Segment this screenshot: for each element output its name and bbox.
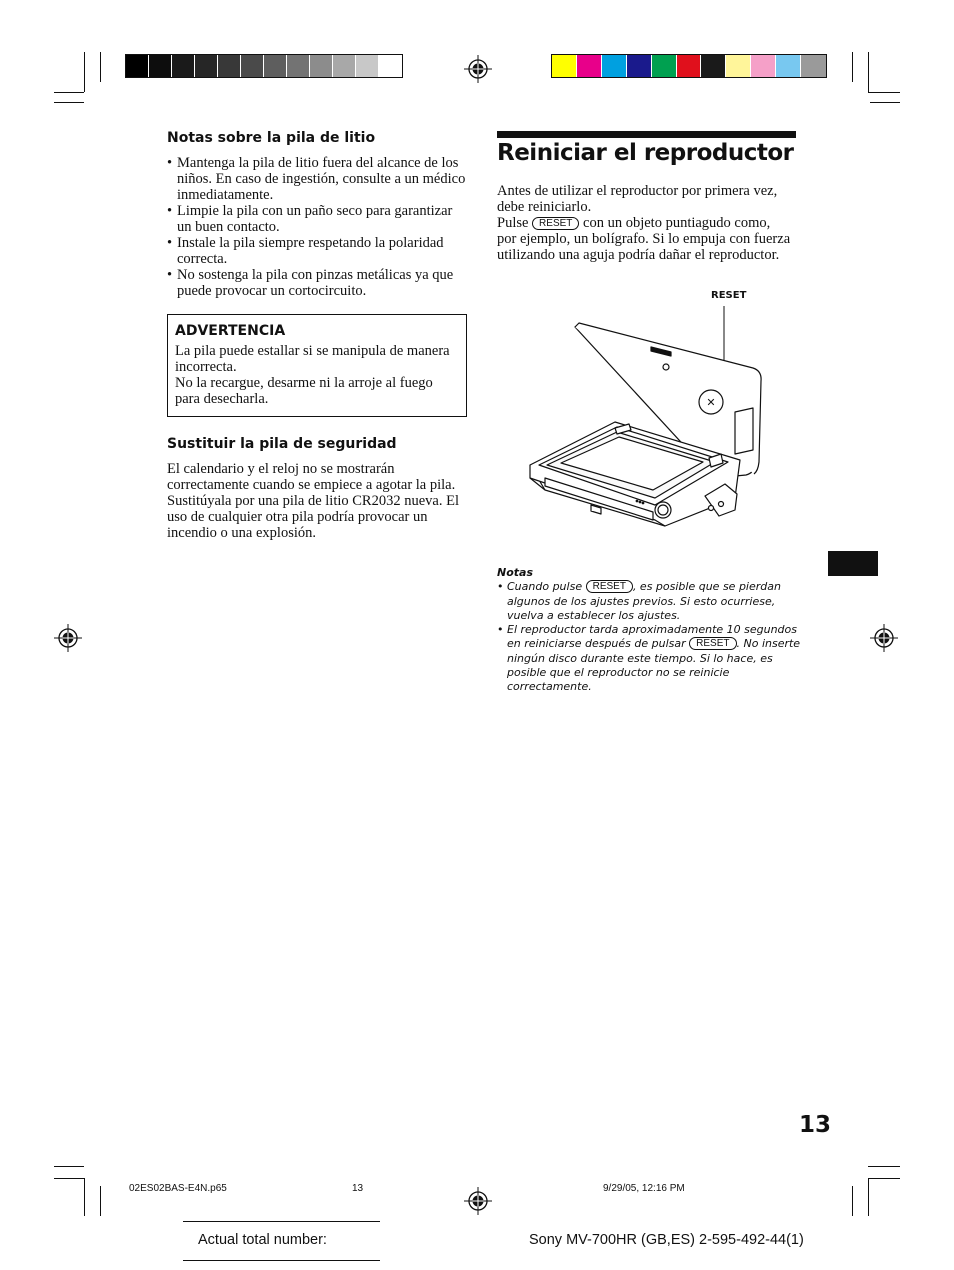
note1-text-b: , es posible que se pierdan algunos de los ajustes previos. Si esto ocurriese, vuelva a establecer los ajustes. <box>507 580 781 622</box>
list-item <box>497 580 802 623</box>
grayscale-bar <box>125 54 403 78</box>
registration-mark-icon <box>54 624 82 652</box>
figure-reset-label: RESET <box>711 290 747 301</box>
list-item <box>497 623 802 694</box>
title-rule <box>497 131 796 138</box>
warning-box <box>167 314 467 417</box>
color-swatch <box>701 55 726 77</box>
pulse-text: con un objeto puntiagudo como, por ejemplo, un bolígrafo. Si lo empuja con fuerza utilizando una aguja podría dañar el reproductor. <box>497 215 791 263</box>
color-swatch <box>627 55 652 77</box>
color-swatch <box>195 55 218 77</box>
crop-mark <box>868 92 900 93</box>
lithium-notes-list <box>167 155 467 299</box>
footer-model: Sony MV-700HR (GB,ES) 2-595-492-44(1) <box>529 1232 804 1248</box>
crop-mark <box>54 92 84 93</box>
footer-date: 9/29/05, 12:16 PM <box>603 1183 685 1194</box>
player-illustration <box>525 300 775 540</box>
color-swatch <box>126 55 149 77</box>
section-tab <box>828 551 878 576</box>
registration-mark-icon <box>870 624 898 652</box>
color-swatch <box>241 55 264 77</box>
notes-title: Notas <box>497 566 533 579</box>
notes-block <box>497 566 802 695</box>
crop-mark <box>54 102 84 103</box>
footer-page: 13 <box>352 1183 364 1194</box>
crop-mark <box>100 1186 101 1216</box>
warning-title: ADVERTENCIA <box>175 323 286 339</box>
footer-rule <box>183 1221 380 1222</box>
intro-text: Antes de utilizar el reproductor por primera vez, debe reiniciarlo. <box>497 183 778 215</box>
reset-button-label: RESET <box>586 580 633 593</box>
reset-button-label: RESET <box>532 217 579 230</box>
footer-filename: 02ES02BAS-E4N.p65 <box>129 1183 227 1194</box>
crop-mark <box>868 1178 900 1179</box>
reset-button-label: RESET <box>689 637 736 650</box>
page-number: 13 <box>799 1112 832 1138</box>
crop-mark <box>852 1186 853 1216</box>
registration-mark-icon <box>464 55 492 83</box>
crop-mark <box>84 52 85 92</box>
intro-paragraph <box>497 183 792 263</box>
warning-text-2: No la recargue, desarme ni la arroje al fuego para desecharla. <box>175 375 433 407</box>
color-swatch <box>577 55 602 77</box>
list-item: • Instale la pila siempre respetando la polaridad correcta. <box>167 235 467 267</box>
list-item: • Mantenga la pila de litio fuera del alcance de los niños. En caso de ingestión, consulte a un médico inmediatamente. <box>167 155 467 203</box>
crop-mark <box>54 1178 84 1179</box>
color-swatch <box>333 55 356 77</box>
list-item: • No sostenga la pila con pinzas metálicas ya que puede provocar un cortocircuito. <box>167 267 467 299</box>
section-heading-lithium: Notas sobre la pila de litio <box>167 130 376 146</box>
footer-rule <box>183 1260 380 1261</box>
color-swatch <box>264 55 287 77</box>
color-swatch <box>287 55 310 77</box>
color-swatch <box>726 55 751 77</box>
color-swatch <box>801 55 826 77</box>
crop-mark <box>852 52 853 82</box>
note2-text-b: . No inserte ningún disco durante este tiempo. Si lo hace, es posible que el reproductor no se reinicie correctamente. <box>507 637 801 694</box>
crop-mark <box>54 1166 84 1167</box>
color-swatch <box>149 55 172 77</box>
note1-text-a: Cuando pulse <box>507 580 583 594</box>
color-swatch <box>172 55 195 77</box>
crop-mark <box>100 52 101 82</box>
warning-text-1: La pila puede estallar si se manipula de manera incorrecta. <box>175 343 450 375</box>
svg-text:✕: ✕ <box>706 396 716 409</box>
list-item: • Limpie la pila con un paño seco para garantizar un buen contacto. <box>167 203 467 235</box>
crop-mark <box>870 102 900 103</box>
crop-mark <box>868 52 869 92</box>
color-swatch <box>751 55 776 77</box>
color-swatch <box>602 55 627 77</box>
crop-mark <box>868 1178 869 1216</box>
registration-mark-icon <box>464 1187 492 1215</box>
section-heading-backup-battery: Sustituir la pila de seguridad <box>167 436 397 452</box>
note2-text-a: El reproductor tarda aproximadamente 10 segundos en reiniciarse después de pulsar <box>507 623 798 651</box>
color-swatch <box>652 55 677 77</box>
color-swatch <box>356 55 379 77</box>
color-swatch <box>677 55 702 77</box>
page-title: Reiniciar el reproductor <box>497 140 794 166</box>
footer-actual-total: Actual total number: <box>198 1232 327 1248</box>
color-swatch <box>776 55 801 77</box>
crop-mark <box>868 1166 900 1167</box>
color-swatch <box>552 55 577 77</box>
color-swatch <box>379 55 402 77</box>
pulse-word: Pulse <box>497 215 529 231</box>
process-color-bar <box>551 54 827 78</box>
color-swatch <box>310 55 333 77</box>
backup-battery-paragraph: El calendario y el reloj no se mostrarán correctamente cuando se empiece a agotar la pila. Sustitúyala por una pila de litio CR2032 nueva. El uso de cualquier otra pila podría provocar un incendio o una explosión. <box>167 461 459 541</box>
crop-mark <box>84 1178 85 1216</box>
color-swatch <box>218 55 241 77</box>
